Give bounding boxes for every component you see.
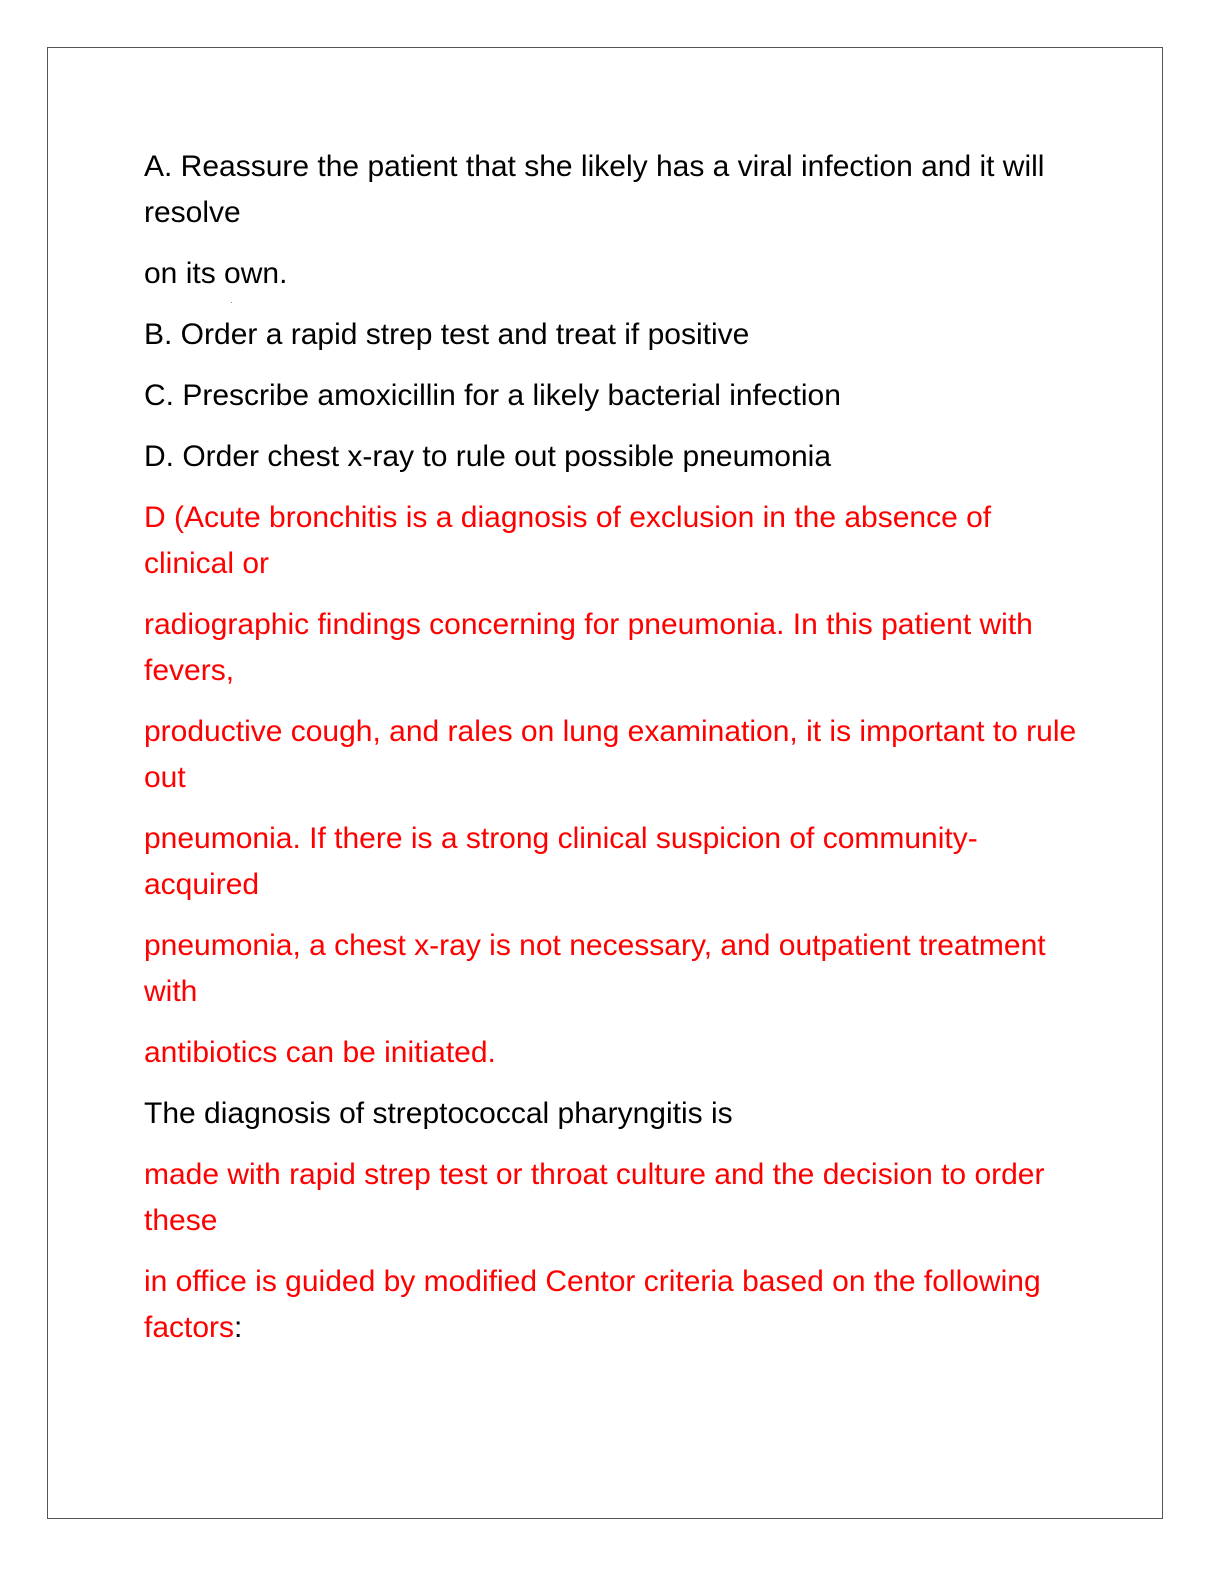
answer-explanation-2: radiographic findings concerning for pneumonia. In this patient with fevers,	[144, 608, 1033, 687]
option-a-line-2: on its own.	[144, 257, 288, 290]
option-b: B. Order a rapid strep test and treat if positive	[144, 318, 750, 351]
option-c: C. Prescribe amoxicillin for a likely bacterial infection	[144, 379, 841, 412]
strep-diagnosis-2	[144, 1259, 1084, 1351]
strep-diagnosis-2-text: in office is guided by modified Centor criteria based on the following factors	[144, 1265, 1041, 1344]
answer-explanation-3: productive cough, and rales on lung examination, it is important to rule out	[144, 715, 1077, 794]
document-body	[144, 144, 1084, 1366]
strep-diagnosis-intro: The diagnosis of streptococcal pharyngitis is	[144, 1097, 733, 1130]
option-a-line-1: A. Reassure the patient that she likely has a viral infection and it will resolve	[144, 150, 1045, 229]
strep-diagnosis-1: made with rapid strep test or throat culture and the decision to order these	[144, 1158, 1045, 1237]
answer-explanation-6: antibiotics can be initiated.	[144, 1036, 496, 1069]
answer-explanation-4: pneumonia. If there is a strong clinical suspicion of community-acquired	[144, 822, 978, 901]
option-d: D. Order chest x-ray to rule out possible pneumonia	[144, 440, 831, 473]
strep-diagnosis-2-colon: :	[234, 1311, 243, 1344]
answer-explanation-1: D (Acute bronchitis is a diagnosis of exclusion in the absence of clinical or	[144, 501, 992, 580]
answer-explanation-5: pneumonia, a chest x-ray is not necessary, and outpatient treatment with	[144, 929, 1046, 1008]
